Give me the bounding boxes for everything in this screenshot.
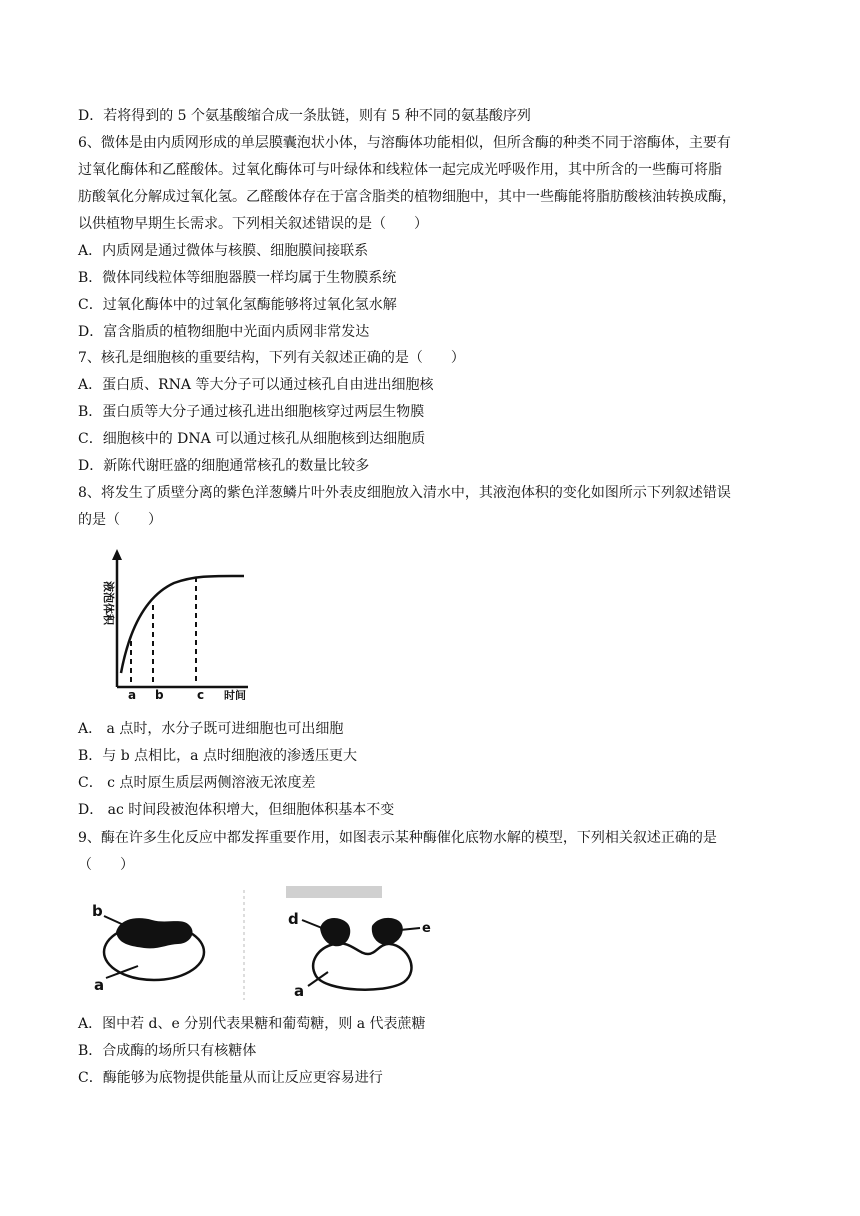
- pointer-b: [104, 916, 126, 926]
- q6-option-d: D．富含脂质的植物细胞中光面内质网非常发达: [78, 324, 370, 340]
- y-axis-arrow-icon: [112, 549, 122, 560]
- q7-option-a: A．蛋白质、RNA 等大分子可以通过核孔自由进出细胞核: [78, 377, 434, 393]
- label-a-right: a: [294, 982, 305, 1000]
- q7-option-d: D．新陈代谢旺盛的细胞通常核孔的数量比较多: [78, 458, 370, 474]
- q8-option-c: C． c 点时原生质层两侧溶液无浓度差: [78, 775, 316, 791]
- q6-option-a: A．内质网是通过微体与核膜、细胞膜间接联系: [78, 243, 369, 259]
- enzyme-products: [288, 910, 431, 1000]
- tick-b: b: [155, 688, 164, 700]
- enzyme-a-right: [313, 943, 411, 989]
- q7-option-b: B．蛋白质等大分子通过核孔进出细胞核穿过两层生物膜: [78, 404, 425, 420]
- x-axis-label: 时间: [224, 689, 246, 700]
- q9-option-b: B．合成酶的场所只有核糖体: [78, 1043, 257, 1059]
- blurred-strip: [286, 886, 382, 898]
- q6-stem-line2: 过氧化酶体和乙醛酸体。过氧化酶体可与叶绿体和线粒体一起完成光呼吸作用，其中所含的一些酶可将脂: [78, 162, 722, 178]
- q6-stem-line1: 6、微体是由内质网形成的单层膜囊泡状小体，与溶酶体功能相似，但所含酶的种类不同于溶酶体，主要有: [78, 135, 731, 151]
- q8-option-b: B．与 b 点相比，a 点时细胞液的渗透压更大: [78, 748, 357, 764]
- q6-option-c: C．过氧化酶体中的过氧化氢酶能够将过氧化氢水解: [78, 297, 397, 313]
- label-d: d: [288, 910, 299, 928]
- tick-a: a: [128, 688, 137, 700]
- q9-stem-line2: （ ）: [78, 857, 134, 873]
- q5-option-d: D．若将得到的 5 个氨基酸缩合成一条肽链，则有 5 种不同的氨基酸序列: [78, 108, 531, 124]
- q7-option-c: C．细胞核中的 DNA 可以通过核孔从细胞核到达细胞质: [78, 431, 426, 447]
- label-a-left: a: [94, 976, 105, 994]
- q8-stem-line1: 8、将发生了质壁分离的紫色洋葱鳞片叶外表皮细胞放入清水中，其液泡体积的变化如图所示下列叙述错误: [78, 485, 731, 501]
- q7-stem: 7、核孔是细胞核的重要结构，下列有关叙述正确的是（ ）: [78, 350, 465, 366]
- q6-stem-line3: 肪酸氧化分解成过氧化氢。乙醛酸体存在于富含脂类的植物细胞中，其中一些酶能将脂肪酸核油转换成酶，: [78, 189, 736, 205]
- q8-option-d: D． ac 时间段被泡体积增大，但细胞体积基本不变: [78, 802, 395, 818]
- label-e: e: [422, 921, 431, 936]
- pointer-d: [302, 920, 322, 928]
- q8-figure: [96, 545, 256, 700]
- product-d: [320, 918, 350, 946]
- q9-figure: [86, 882, 446, 1004]
- q9-stem-line1: 9、酶在许多生化反应中都发挥重要作用，如图表示某种酶催化底物水解的模型，下列相关叙述正确的是: [78, 830, 717, 846]
- q6-option-b: B．微体同线粒体等细胞器膜一样均属于生物膜系统: [78, 270, 397, 286]
- label-b: b: [92, 902, 103, 920]
- q6-stem-line4: 以供植物早期生长需求。下列相关叙述错误的是（ ）: [78, 216, 428, 232]
- q8-option-a: A． a 点时，水分子既可进细胞也可出细胞: [78, 721, 344, 737]
- product-e: [372, 918, 403, 945]
- q9-option-a: A．图中若 d、e 分别代表果糖和葡萄糖，则 a 代表蔗糖: [78, 1016, 426, 1032]
- q9-option-c: C．酶能够为底物提供能量从而让反应更容易进行: [78, 1070, 383, 1086]
- enzyme-substrate-complex: [92, 902, 204, 994]
- y-axis-label: 液泡体积: [102, 581, 115, 625]
- q8-stem-line2: 的是（ ）: [78, 512, 162, 528]
- substrate-b: [116, 918, 193, 948]
- volume-curve: [121, 576, 244, 673]
- pointer-e: [400, 928, 420, 930]
- tick-c: c: [197, 688, 205, 700]
